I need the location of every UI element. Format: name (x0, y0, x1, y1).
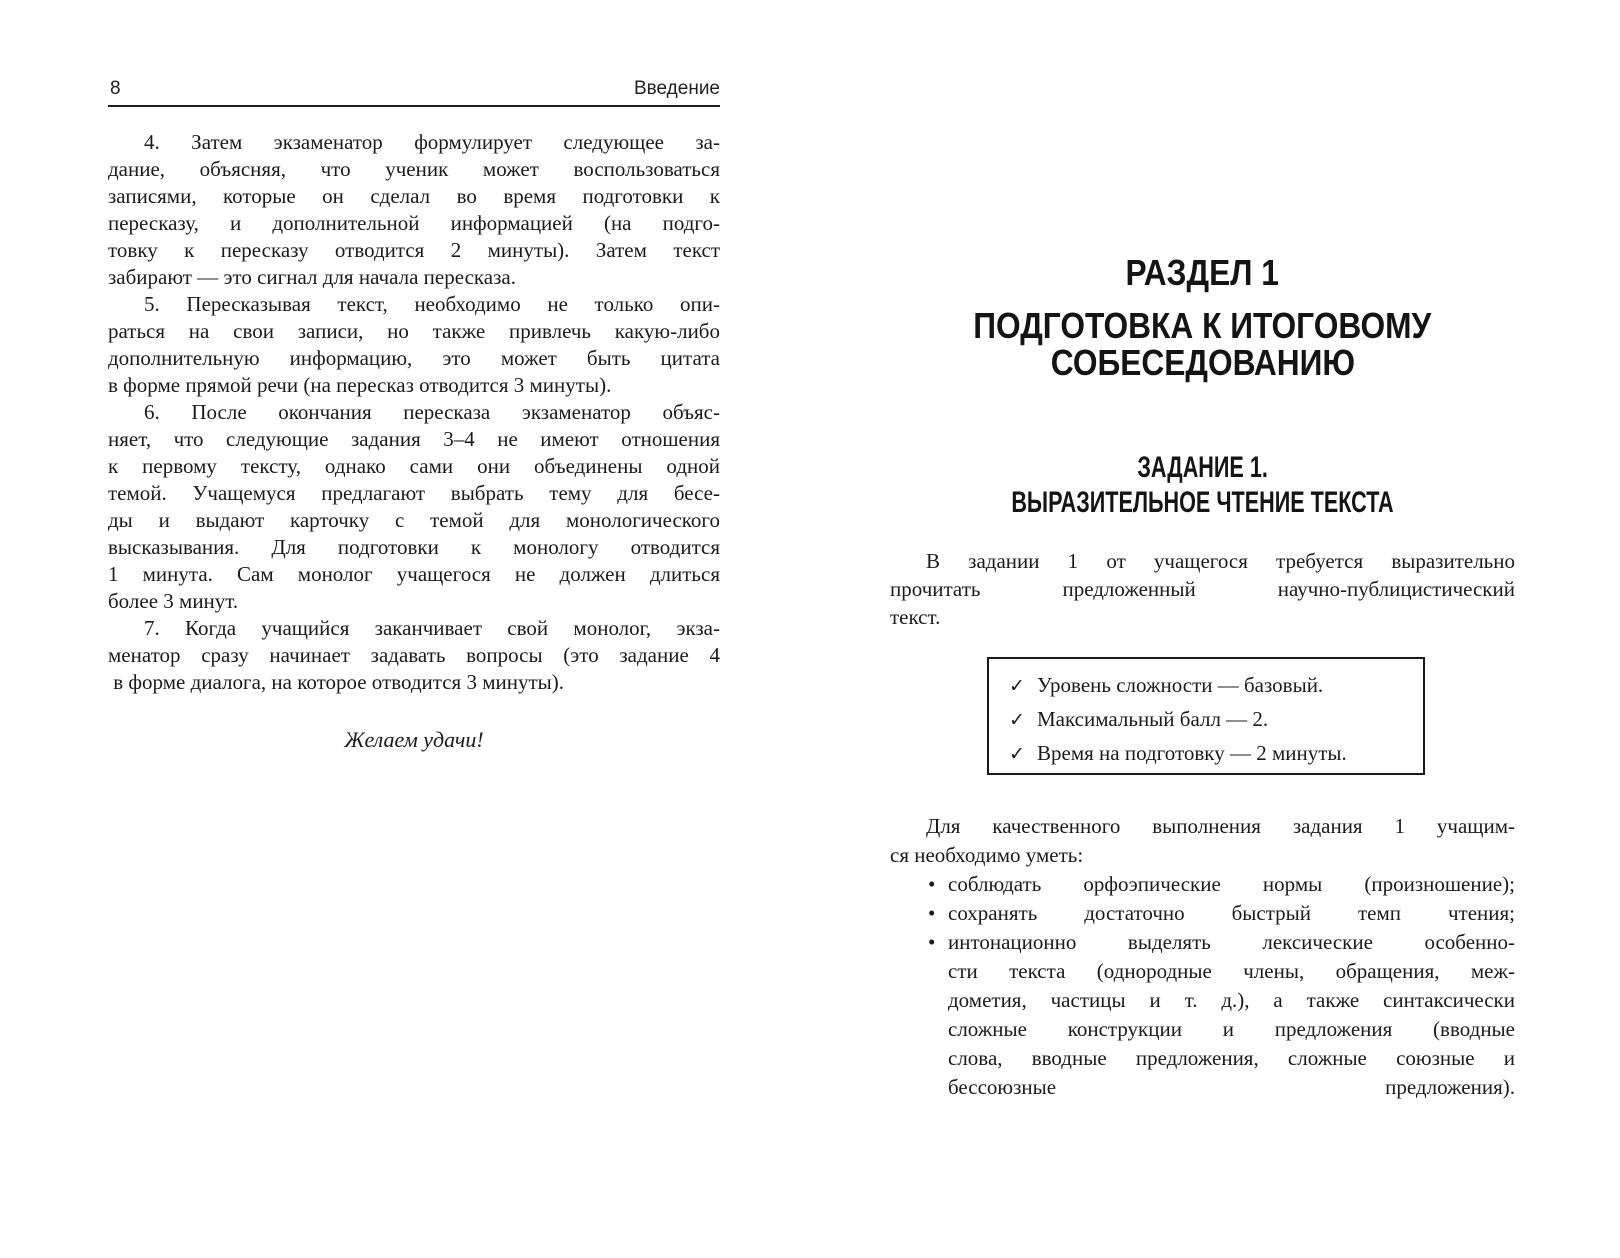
section-number-heading (890, 254, 1515, 292)
text-line: Для качественного выполнения задания 1 учащим- (926, 814, 1515, 838)
page-number: 8 (110, 78, 121, 99)
running-header-title: Введение (633, 78, 720, 99)
text-line: ся необходимо уметь: (890, 843, 1084, 867)
section-title-heading (890, 307, 1515, 381)
text-line: прочитать предложенный научно-публицистический (890, 577, 1515, 601)
text-line: интонационно выделять лексические особенно- (948, 930, 1515, 954)
bullet-list (890, 870, 1515, 1102)
bullet-item (890, 870, 1515, 899)
text-line: дометия, частицы и т. д.), а также синтаксически (948, 988, 1515, 1012)
text-line: бессоюзные предложения). (948, 1075, 1515, 1099)
text-line: слова, вводные предложения, сложные союзные и (948, 1046, 1515, 1070)
info-box (987, 657, 1425, 775)
checklist-text: Уровень сложности — базовый. (1037, 673, 1324, 697)
closing-wish: Желаем удачи! (344, 727, 484, 752)
task-heading-line2: ВЫРАЗИТЕЛЬНОЕ ЧТЕНИЕ ТЕКСТА (1011, 486, 1394, 519)
text-line: высказывания. Для подготовки к монологу отводится (108, 535, 720, 559)
text-line: в форме диалога, на которое отводится 3 минуты). (108, 670, 565, 694)
text-line: дание, объясняя, что ученик может воспользоваться (108, 157, 720, 181)
paragraph (108, 291, 720, 399)
checklist-text: Время на подготовку — 2 минуты. (1037, 741, 1347, 765)
text-line: темой. Учащемуся предлагают выбрать тему для бесе- (108, 481, 720, 505)
paragraph (108, 129, 720, 291)
checklist-row (1009, 703, 1423, 737)
requirements-intro (890, 812, 1515, 870)
text-line: 4. Затем экзаменатор формулирует следующее за- (144, 130, 720, 154)
text-line: забирают — это сигнал для начала пересказа. (108, 265, 516, 289)
text-line: соблюдать орфоэпические нормы (произношение); (948, 872, 1515, 896)
section-number-text: РАЗДЕЛ 1 (1125, 252, 1280, 293)
task-heading-line1: ЗАДАНИЕ 1. (1137, 451, 1268, 484)
header-rule (108, 105, 720, 107)
bullet-item (890, 928, 1515, 1102)
bullet-icon: • (928, 930, 936, 954)
text-line: ды и выдают карточку с темой для монологического (108, 508, 720, 532)
running-header (108, 78, 720, 100)
bullet-icon: • (928, 901, 936, 925)
page-right (890, 0, 1515, 1258)
section-title-line2: СОБЕСЕДОВАНИЮ (1050, 342, 1355, 383)
text-line: текст. (890, 605, 941, 629)
intro-paragraph (890, 547, 1515, 631)
text-line: в форме прямой речи (на пересказ отводится 3 минуты). (108, 373, 612, 397)
text-line: товку к пересказу отводится 2 минуты). Затем текст (108, 238, 720, 262)
text-line: сохранять достаточно быстрый темп чтения; (948, 901, 1515, 925)
text-line: няет, что следующие задания 3–4 не имеют отношения (108, 427, 720, 451)
checkmark-icon: ✓ (1009, 675, 1025, 697)
text-line: В задании 1 от учащегося требуется выразительно (926, 549, 1515, 573)
checklist-text: Максимальный балл — 2. (1037, 707, 1269, 731)
text-line: сти текста (однородные члены, обращения, меж- (948, 959, 1515, 983)
text-line: 1 минута. Сам монолог учащегося не должен длиться (108, 562, 720, 586)
paragraph (108, 615, 720, 696)
body-text (108, 129, 720, 696)
text-line: 7. Когда учащийся заканчивает свой монолог, экза- (144, 616, 720, 640)
checkmark-icon: ✓ (1009, 743, 1025, 765)
checklist-row (1009, 669, 1423, 703)
text-line: сложные конструкции и предложения (вводные (948, 1017, 1515, 1041)
page-left (108, 78, 720, 1178)
task-heading (890, 450, 1515, 520)
bullet-icon: • (928, 872, 936, 896)
section-title-line1: ПОДГОТОВКА К ИТОГОВОМУ (973, 305, 1432, 346)
text-line: пересказу, и дополнительной информацией (на подго- (108, 211, 720, 235)
text-line: раться на свои записи, но также привлечь какую-либо (108, 319, 720, 343)
text-line: к первому тексту, однако сами они объединены одной (108, 454, 720, 478)
text-line: менатор сразу начинает задавать вопросы (это задание 4 (108, 643, 720, 667)
text-line: 5. Пересказывая текст, необходимо не только опи- (144, 292, 720, 316)
text-line: более 3 минут. (108, 589, 239, 613)
checkmark-icon: ✓ (1009, 709, 1025, 731)
requirements-block (890, 812, 1515, 1102)
text-line: записями, которые он сделал во время подготовки к (108, 184, 720, 208)
paragraph (108, 399, 720, 615)
text-line: 6. После окончания пересказа экзаменатор объяс- (144, 400, 720, 424)
bullet-item (890, 899, 1515, 928)
text-line: дополнительную информацию, это может быть цитата (108, 346, 720, 370)
checklist-row (1009, 737, 1423, 771)
